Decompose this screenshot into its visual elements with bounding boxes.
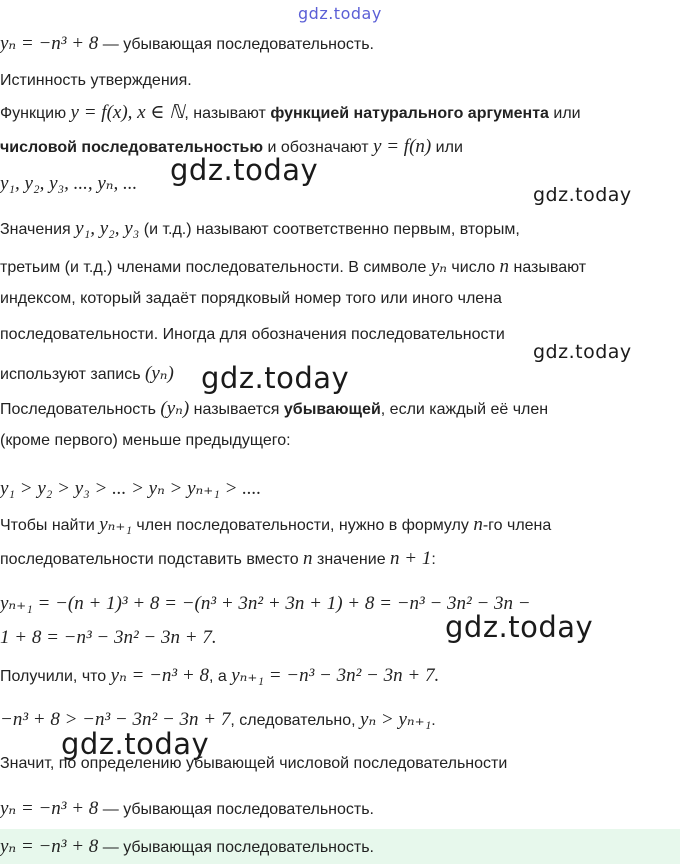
text: , следовательно, <box>230 712 361 729</box>
formula: y₁, y₂, y₃ <box>75 218 140 239</box>
text: , называют <box>184 105 271 122</box>
formula: yₙ = −n³ + 8 <box>0 798 99 819</box>
definition-line-2 <box>0 136 680 158</box>
watermark: gdz.today <box>445 610 594 644</box>
formula: 1 + 8 = −n³ − 3n² − 3n + 7. <box>0 627 217 648</box>
text: и обозначают <box>263 139 374 156</box>
formula: yₙ > yₙ₊₁ <box>360 709 432 730</box>
text: Чтобы найти <box>0 517 100 534</box>
text: Получили, что <box>0 668 111 685</box>
text-line: (кроме первого) меньше предыдущего: <box>0 432 291 449</box>
conclusion-line <box>0 797 680 820</box>
text: — убывающая последовательность. <box>98 839 374 856</box>
text-line <box>0 255 680 278</box>
text-line <box>0 397 680 420</box>
sequence-line <box>0 172 680 195</box>
text: число <box>446 259 500 276</box>
watermark: gdz.today <box>61 727 210 761</box>
formula: yₙ = −n³ + 8 <box>0 33 99 54</box>
text: : <box>431 551 436 568</box>
formula: n <box>499 256 510 277</box>
formula: y₁ > y₂ > y₃ > ... > yₙ > yₙ₊₁ > .... <box>0 478 262 499</box>
text: , если каждый её член <box>380 401 549 418</box>
answer-line <box>0 835 680 858</box>
formula: yₙ₊₁ = −(n + 1)³ + 8 = −(n³ + 3n² + 3n + 1) + 8 = −n³ − 3n² − 3n − <box>0 593 531 614</box>
text-line <box>0 513 680 536</box>
heading-line: Истинность утверждения. <box>0 72 192 89</box>
calculation-line-2 <box>0 627 680 649</box>
formula: n + 1 <box>390 548 432 569</box>
text-line <box>0 362 680 385</box>
text-line <box>0 664 680 687</box>
text-line: Значит, по определению убывающей числовой последовательности <box>0 755 508 772</box>
watermark: gdz.today <box>201 361 350 395</box>
text: — убывающая последовательность. <box>98 36 374 53</box>
text: или <box>431 139 463 156</box>
formula: yₙ₊₁ = −n³ − 3n² − 3n + 7. <box>231 665 440 686</box>
watermark: gdz.today <box>170 153 319 187</box>
text-line <box>0 548 680 570</box>
text-line: последовательности. Иногда для обозначения последовательности <box>0 326 505 343</box>
text: Функцию <box>0 105 71 122</box>
term-bold: числовой последовательностью <box>0 139 264 156</box>
formula: yₙ₊₁ <box>99 514 132 535</box>
definition-line-1 <box>0 101 680 124</box>
text: значение <box>312 551 391 568</box>
formula: yₙ = −n³ + 8 <box>0 836 99 857</box>
text: третьим (и т.д.) членами последовательности. В символе <box>0 259 431 276</box>
watermark: gdz.today <box>533 184 632 206</box>
text-line <box>0 218 680 240</box>
text: , а <box>208 668 232 685</box>
formula: (yₙ) <box>145 363 174 384</box>
text: — убывающая последовательность. <box>98 801 374 818</box>
formula: yₙ = −n³ + 8 <box>110 665 209 686</box>
text: -го члена <box>482 517 552 534</box>
calculation-line-1 <box>0 592 680 615</box>
inequality-chain <box>0 477 680 500</box>
statement-line <box>0 32 680 55</box>
formula: y = f(x), x ∈ ℕ <box>70 102 185 123</box>
term-bold: убывающей <box>283 401 381 418</box>
text: последовательности подставить вместо <box>0 551 304 568</box>
formula: y₁, y₂, y₃, ..., yₙ, ... <box>0 173 138 194</box>
formula: yₙ <box>430 256 447 277</box>
formula: y = f(n) <box>373 136 432 157</box>
formula: −n³ + 8 > −n³ − 3n² − 3n + 7 <box>0 709 231 730</box>
text: используют запись <box>0 366 146 383</box>
text: называют <box>509 259 587 276</box>
text: член последовательности, нужно в формулу <box>131 517 474 534</box>
comparison-line <box>0 708 680 731</box>
watermark-top: gdz.today <box>298 4 382 23</box>
text: . <box>431 712 436 729</box>
watermark: gdz.today <box>533 341 632 363</box>
text: (и т.д.) называют соответственно первым, вторым, <box>139 221 520 238</box>
text: Значения <box>0 221 76 238</box>
term-bold: функцией натурального аргумента <box>270 105 549 122</box>
text: или <box>548 105 581 122</box>
text: Последовательность <box>0 401 161 418</box>
text: называется <box>189 401 284 418</box>
formula: n <box>303 548 313 569</box>
text-line: индексом, который задаёт порядковый номер того или иного члена <box>0 290 502 307</box>
formula: n <box>473 514 483 535</box>
formula: (yₙ) <box>160 398 190 419</box>
